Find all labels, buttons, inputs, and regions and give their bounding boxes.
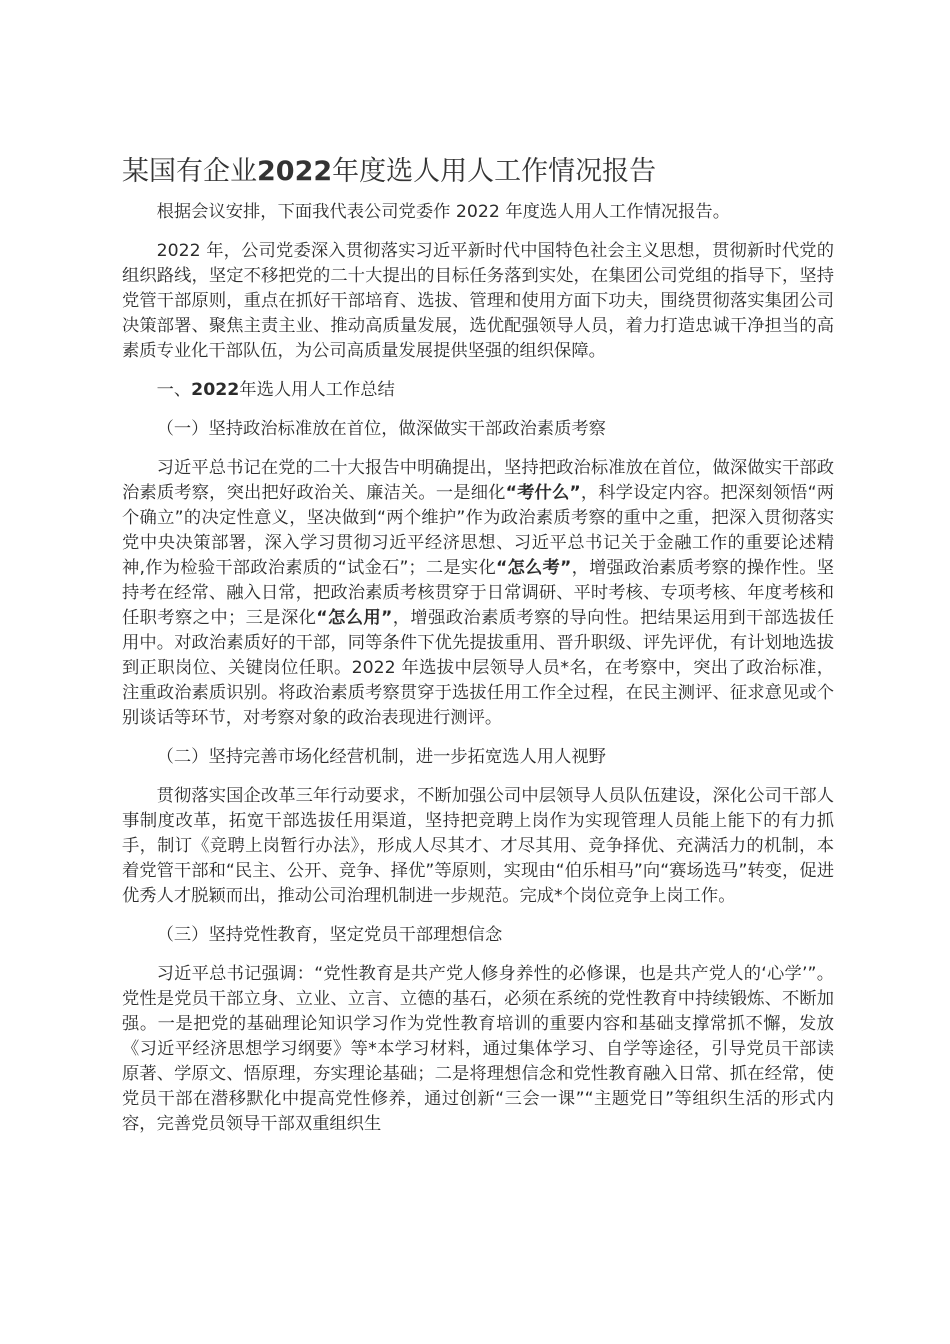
intro-paragraph: 根据会议安排，下面我代表公司党委作 2022 年度选人用人工作情况报告。: [156, 202, 730, 222]
section1-bold-1: “考什么”: [505, 483, 581, 503]
overview-paragraph: 2022 年，公司党委深入贯彻落实习近平新时代中国特色社会主义思想，贯彻新时代党的组织路线，坚定不移把党的二十大提出的目标任务落到实处，在集团公司党组的指导下，坚持党管干部原则，重点在抓好干部培育、选拔、管理和使用方面下功夫，围绕贯彻落实集团公司决策部署、聚焦主责主业、推动高质量发展，选优配强领导人员，着力打造忠诚干净担当的高素质专业化干部队伍，为公司高质量发展提供坚强的组织保障。: [122, 241, 834, 361]
section1-text-d: ，增强政治素质考察的操作性。坚持考在经常、融入日常，把政治素质考核贯穿于日常调研、平时考核、专项考核、年度考核和任职考察之中；三是深化: [122, 558, 834, 628]
section1-paragraph: [122, 456, 834, 731]
subheading-2: （二）坚持完善市场化经营机制，进一步拓宽选人用人视野: [156, 747, 606, 767]
subheading-1: （一）坚持政治标准放在首位，做深做实干部政治素质考察: [156, 419, 606, 439]
heading1-suffix: 年选人用人工作总结: [239, 380, 395, 400]
title-year: 2022: [257, 156, 333, 187]
section1-bold-3: “怎么用”: [316, 608, 393, 628]
document-title: [122, 150, 834, 194]
section1-text-e: ，增强政治素质考察的导向性。把结果运用到干部选拔任用中。对政治素质好的干部，同等条件下优先提拔重用、晋升职级、评先评优，有计划地选拔到正职岗位、关键岗位任职。2022 年选拔中层领导人员*名，在考察中，突出了政治标准，注重政治素质识别。将政治素质考察贯穿于选拔任用工作全过程，在民主测评、征求意见或个别谈话等环节，对考察对象的政治表现进行测评。: [122, 608, 834, 728]
section1-text-c: ，科学设定内容。把深刻领悟“两个确立”的决定性意义，坚决做到“两个维护”作为政治素质考察的重中之重，把深入贯彻落实党中央决策部署，深入学习贯彻习近平经济思想、习近平总书记关于金融工作的重要论述精神,作为检验干部政治素质的“试金石”；二是实化: [122, 483, 834, 578]
title-suffix: 年度选人用人工作情况报告: [332, 156, 657, 187]
section1-bold-2: “怎么考”: [495, 558, 572, 578]
section-heading-1: [122, 378, 834, 403]
document-page: [122, 150, 834, 1151]
section3-paragraph: 习近平总书记强调：“党性教育是共产党人修身养性的必修课，也是共产党人的‘心学’”。党性是党员干部立身、立业、立言、立德的基石，必须在系统的党性教育中持续锻炼、不断加强。一是把党的基础理论知识学习作为党性教育培训的重要内容和基础支撑常抓不懈，发放《习近平经济思想学习纲要》等*本学习材料，通过集体学习、自学等途径，引导党员干部读原著、学原文、悟原理，夯实理论基础；二是将理想信念和党性教育融入日常、抓在经常，使党员干部在潜移默化中提高党性修养，通过创新“三会一课”“主题党日”等组织生活的形式内容，完善党员领导干部双重组织生: [122, 964, 834, 1134]
subheading-3: （三）坚持党性教育，坚定党员干部理想信念: [156, 925, 503, 945]
section2-paragraph: 贯彻落实国企改革三年行动要求，不断加强公司中层领导人员队伍建设，深化公司干部人事制度改革，拓宽干部选拔任用渠道，坚持把竞聘上岗作为实现管理人员能上能下的有力抓手，制订《竞聘上岗暂行办法》，形成人尽其才、才尽其用、竞争择优、充满活力的机制，本着党管干部和“民主、公开、竞争、择优”等原则，实现由“伯乐相马”向“赛场选马”转变，促进优秀人才脱颖而出，推动公司治理机制进一步规范。完成*个岗位竞争上岗工作。: [122, 786, 834, 906]
title-prefix: 某国有企业: [122, 156, 257, 187]
section1-text-a: 习近平总书记在党的二十大报告中明确提出，坚持把政治标准放在首位，做深做实干部政治素质考察，突出把好政治关、廉洁关。一是细化: [122, 458, 834, 503]
heading1-prefix: 一、: [156, 380, 192, 400]
heading1-year: 2022: [191, 380, 240, 400]
